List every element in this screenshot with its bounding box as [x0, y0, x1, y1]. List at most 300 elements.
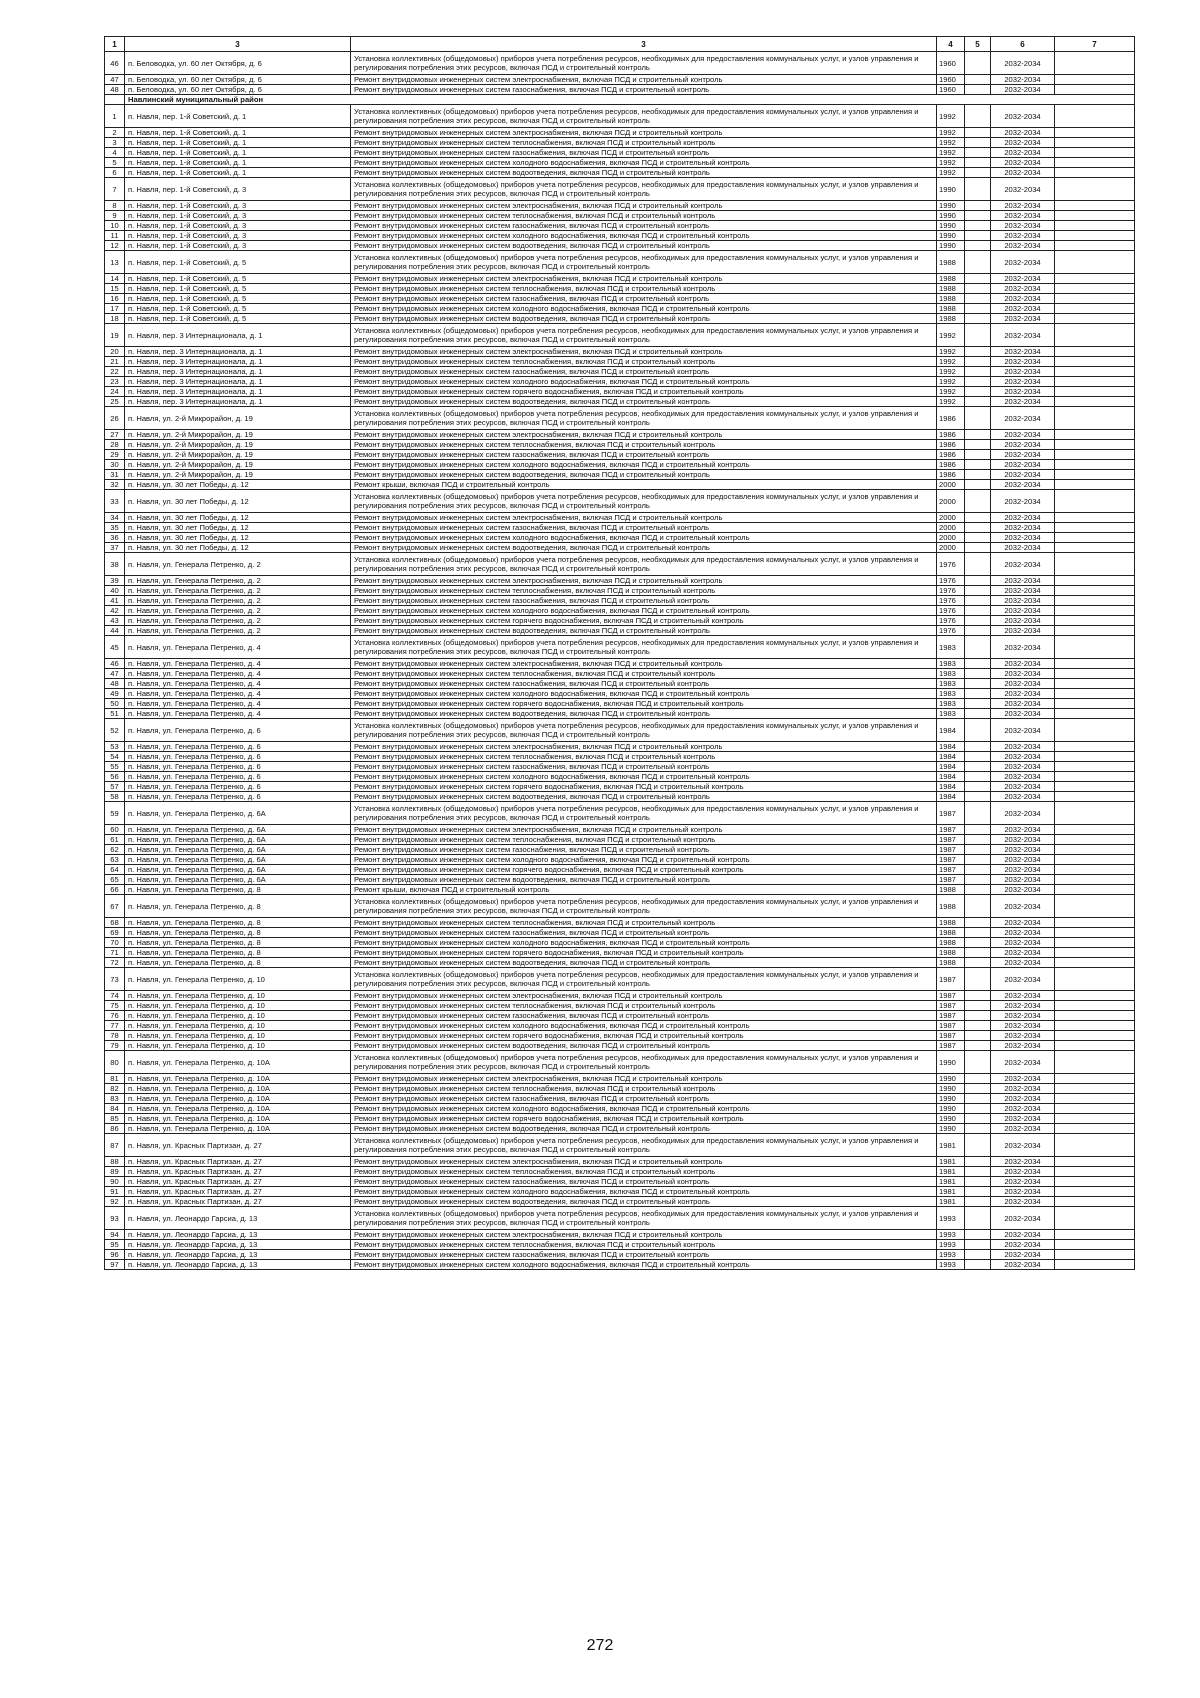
build-year: 1984 [937, 742, 965, 752]
column-7-cell [1055, 616, 1135, 626]
column-5-cell [965, 626, 991, 636]
column-5-cell [965, 1074, 991, 1084]
build-year: 1990 [937, 221, 965, 231]
table-row [105, 1001, 1135, 1011]
work-description: Ремонт внутридомовых инженерных систем холодного водоснабжения, включая ПСД и строительный контроль [351, 772, 937, 782]
work-description: Установка коллективных (общедомовых) приборов учета потребления ресурсов, необходимых для предоставления коммунальных услуг, и узлов управления и регулирования потребления этих ресурсов, включая ПСД и строительный контроль [351, 719, 937, 742]
work-description: Установка коллективных (общедомовых) приборов учета потребления ресурсов, необходимых для предоставления коммунальных услуг, и узлов управления и регулирования потребления этих ресурсов, включая ПСД и строительный контроль [351, 52, 937, 75]
build-year: 1987 [937, 802, 965, 825]
work-description: Ремонт внутридомовых инженерных систем газоснабжения, включая ПСД и строительный контроль [351, 1250, 937, 1260]
column-7-cell [1055, 689, 1135, 699]
column-5-cell [965, 719, 991, 742]
build-year: 1976 [937, 553, 965, 576]
build-year: 1992 [937, 357, 965, 367]
row-number: 64 [105, 865, 125, 875]
period-cell: 2032-2034 [991, 626, 1055, 636]
build-year: 1993 [937, 1240, 965, 1250]
column-7-cell [1055, 1157, 1135, 1167]
build-year: 1987 [937, 968, 965, 991]
column-7-cell [1055, 991, 1135, 1001]
table-row [105, 689, 1135, 699]
column-5-cell [965, 543, 991, 553]
period-cell: 2032-2034 [991, 1207, 1055, 1230]
column-7-cell [1055, 397, 1135, 407]
address-cell: п. Навля, ул. 2-й Микрорайон, д. 19 [125, 470, 351, 480]
address-cell: п. Навля, пер. 1-й Советский, д. 5 [125, 284, 351, 294]
address-cell: п. Навля, ул. Генерала Петренко, д. 8 [125, 895, 351, 918]
build-year: 1983 [937, 669, 965, 679]
work-description: Ремонт внутридомовых инженерных систем водоотведения, включая ПСД и строительный контроль [351, 543, 937, 553]
row-number: 82 [105, 1084, 125, 1094]
address-cell: п. Навля, ул. 2-й Микрорайон, д. 19 [125, 450, 351, 460]
address-cell: п. Навля, ул. Генерала Петренко, д. 6 [125, 782, 351, 792]
table-row [105, 450, 1135, 460]
period-cell: 2032-2034 [991, 470, 1055, 480]
column-7-cell [1055, 1084, 1135, 1094]
row-number: 48 [105, 85, 125, 95]
table-row [105, 221, 1135, 231]
column-7-cell [1055, 314, 1135, 324]
row-number: 62 [105, 845, 125, 855]
column-5-cell [965, 1260, 991, 1270]
column-5-cell [965, 178, 991, 201]
row-number: 53 [105, 742, 125, 752]
column-7-cell [1055, 958, 1135, 968]
column-7-cell [1055, 938, 1135, 948]
address-cell: п. Навля, ул. Генерала Петренко, д. 6А [125, 875, 351, 885]
row-number: 58 [105, 792, 125, 802]
period-cell: 2032-2034 [991, 440, 1055, 450]
period-cell: 2032-2034 [991, 480, 1055, 490]
build-year: 1981 [937, 1157, 965, 1167]
work-description: Ремонт внутридомовых инженерных систем газоснабжения, включая ПСД и строительный контроль [351, 596, 937, 606]
column-7-cell [1055, 460, 1135, 470]
column-7-cell [1055, 1250, 1135, 1260]
row-number: 69 [105, 928, 125, 938]
header-col-4: 4 [937, 37, 965, 52]
build-year: 1988 [937, 918, 965, 928]
row-number: 9 [105, 211, 125, 221]
address-cell: п. Навля, пер. 1-й Советский, д. 5 [125, 314, 351, 324]
column-5-cell [965, 85, 991, 95]
column-5-cell [965, 679, 991, 689]
table-row [105, 324, 1135, 347]
column-5-cell [965, 1011, 991, 1021]
period-cell: 2032-2034 [991, 772, 1055, 782]
work-description: Установка коллективных (общедомовых) приборов учета потребления ресурсов, необходимых для предоставления коммунальных услуг, и узлов управления и регулирования потребления этих ресурсов, включая ПСД и строительный контроль [351, 1207, 937, 1230]
build-year: 1984 [937, 752, 965, 762]
build-year: 2000 [937, 523, 965, 533]
column-7-cell [1055, 158, 1135, 168]
column-7-cell [1055, 1001, 1135, 1011]
build-year: 1992 [937, 387, 965, 397]
period-cell: 2032-2034 [991, 699, 1055, 709]
address-cell: п. Навля, пер. 1-й Советский, д. 5 [125, 274, 351, 284]
column-5-cell [965, 928, 991, 938]
build-year: 1990 [937, 1084, 965, 1094]
period-cell: 2032-2034 [991, 938, 1055, 948]
address-cell: п. Навля, ул. 2-й Микрорайон, д. 19 [125, 460, 351, 470]
header-row [105, 37, 1135, 52]
table-row [105, 792, 1135, 802]
period-cell: 2032-2034 [991, 669, 1055, 679]
period-cell: 2032-2034 [991, 407, 1055, 430]
row-number: 24 [105, 387, 125, 397]
column-5-cell [965, 168, 991, 178]
address-cell: п. Навля, пер. 1-й Советский, д. 1 [125, 105, 351, 128]
column-5-cell [965, 958, 991, 968]
address-cell: п. Навля, пер. 1-й Советский, д. 5 [125, 251, 351, 274]
column-5-cell [965, 1230, 991, 1240]
period-cell: 2032-2034 [991, 533, 1055, 543]
column-5-cell [965, 231, 991, 241]
work-description: Ремонт внутридомовых инженерных систем теплоснабжения, включая ПСД и строительный контроль [351, 357, 937, 367]
address-cell: п. Навля, ул. Генерала Петренко, д. 8 [125, 918, 351, 928]
work-description: Ремонт внутридомовых инженерных систем электроснабжения, включая ПСД и строительный контроль [351, 742, 937, 752]
table-row [105, 752, 1135, 762]
address-cell: п. Беловодка, ул. 60 лет Октября, д. 6 [125, 52, 351, 75]
address-cell: п. Навля, ул. Генерала Петренко, д. 6 [125, 792, 351, 802]
period-cell: 2032-2034 [991, 231, 1055, 241]
table-row [105, 251, 1135, 274]
work-description: Ремонт внутридомовых инженерных систем холодного водоснабжения, включая ПСД и строительный контроль [351, 606, 937, 616]
work-description: Ремонт внутридомовых инженерных систем теплоснабжения, включая ПСД и строительный контроль [351, 1167, 937, 1177]
row-number: 37 [105, 543, 125, 553]
address-cell: п. Беловодка, ул. 60 лет Октября, д. 6 [125, 85, 351, 95]
address-cell: п. Навля, ул. Генерала Петренко, д. 10А [125, 1084, 351, 1094]
period-cell: 2032-2034 [991, 1260, 1055, 1270]
period-cell: 2032-2034 [991, 294, 1055, 304]
column-5-cell [965, 211, 991, 221]
column-5-cell [965, 885, 991, 895]
build-year: 1976 [937, 596, 965, 606]
address-cell: п. Навля, ул. 30 лет Победы, д. 12 [125, 513, 351, 523]
work-description: Ремонт внутридомовых инженерных систем газоснабжения, включая ПСД и строительный контроль [351, 367, 937, 377]
row-number: 93 [105, 1207, 125, 1230]
work-description: Установка коллективных (общедомовых) приборов учета потребления ресурсов, необходимых для предоставления коммунальных услуг, и узлов управления и регулирования потребления этих ресурсов, включая ПСД и строительный контроль [351, 802, 937, 825]
column-5-cell [965, 367, 991, 377]
table-row [105, 1250, 1135, 1260]
work-description: Ремонт внутридомовых инженерных систем водоотведения, включая ПСД и строительный контроль [351, 241, 937, 251]
period-cell: 2032-2034 [991, 885, 1055, 895]
address-cell: п. Навля, ул. Генерала Петренко, д. 8 [125, 885, 351, 895]
work-description: Ремонт внутридомовых инженерных систем электроснабжения, включая ПСД и строительный контроль [351, 128, 937, 138]
table-row [105, 231, 1135, 241]
row-number: 5 [105, 158, 125, 168]
address-cell: п. Навля, ул. Генерала Петренко, д. 10 [125, 1041, 351, 1051]
build-year: 1990 [937, 231, 965, 241]
period-cell: 2032-2034 [991, 274, 1055, 284]
column-7-cell [1055, 885, 1135, 895]
work-description: Установка коллективных (общедомовых) приборов учета потребления ресурсов, необходимых для предоставления коммунальных услуг, и узлов управления и регулирования потребления этих ресурсов, включая ПСД и строительный контроль [351, 490, 937, 513]
header-col-5: 5 [965, 37, 991, 52]
column-5-cell [965, 1001, 991, 1011]
work-description: Ремонт внутридомовых инженерных систем теплоснабжения, включая ПСД и строительный контроль [351, 669, 937, 679]
column-7-cell [1055, 1134, 1135, 1157]
period-cell: 2032-2034 [991, 742, 1055, 752]
work-description: Ремонт внутридомовых инженерных систем теплоснабжения, включая ПСД и строительный контроль [351, 284, 937, 294]
column-5-cell [965, 752, 991, 762]
table-row [105, 430, 1135, 440]
work-description: Ремонт внутридомовых инженерных систем холодного водоснабжения, включая ПСД и строительный контроль [351, 1187, 937, 1197]
column-7-cell [1055, 606, 1135, 616]
address-cell: п. Навля, ул. 2-й Микрорайон, д. 19 [125, 430, 351, 440]
table-row [105, 148, 1135, 158]
column-5-cell [965, 430, 991, 440]
address-cell: п. Навля, пер. 3 Интернационала, д. 1 [125, 377, 351, 387]
build-year: 1987 [937, 1041, 965, 1051]
build-year: 1992 [937, 128, 965, 138]
column-7-cell [1055, 845, 1135, 855]
row-number: 88 [105, 1157, 125, 1167]
address-cell: п. Навля, ул. Генерала Петренко, д. 10 [125, 968, 351, 991]
period-cell: 2032-2034 [991, 1001, 1055, 1011]
works-table-body [105, 37, 1135, 1270]
build-year: 1984 [937, 782, 965, 792]
row-number: 76 [105, 1011, 125, 1021]
column-5-cell [965, 241, 991, 251]
row-number: 87 [105, 1134, 125, 1157]
table-row [105, 606, 1135, 616]
row-number: 77 [105, 1021, 125, 1031]
header-col-1: 1 [105, 37, 125, 52]
address-cell: п. Навля, пер. 1-й Советский, д. 1 [125, 128, 351, 138]
period-cell: 2032-2034 [991, 85, 1055, 95]
period-cell: 2032-2034 [991, 1041, 1055, 1051]
address-cell: п. Навля, ул. Генерала Петренко, д. 6 [125, 752, 351, 762]
row-number: 11 [105, 231, 125, 241]
column-5-cell [965, 968, 991, 991]
column-7-cell [1055, 407, 1135, 430]
period-cell: 2032-2034 [991, 148, 1055, 158]
period-cell: 2032-2034 [991, 1250, 1055, 1260]
build-year: 1987 [937, 991, 965, 1001]
work-description: Ремонт внутридомовых инженерных систем газоснабжения, включая ПСД и строительный контроль [351, 523, 937, 533]
build-year: 1986 [937, 440, 965, 450]
column-5-cell [965, 1084, 991, 1094]
build-year: 1960 [937, 75, 965, 85]
table-row [105, 397, 1135, 407]
column-5-cell [965, 533, 991, 543]
work-description: Ремонт внутридомовых инженерных систем водоотведения, включая ПСД и строительный контроль [351, 470, 937, 480]
period-cell: 2032-2034 [991, 251, 1055, 274]
period-cell: 2032-2034 [991, 606, 1055, 616]
row-number: 84 [105, 1104, 125, 1114]
period-cell: 2032-2034 [991, 397, 1055, 407]
column-5-cell [965, 762, 991, 772]
period-cell: 2032-2034 [991, 918, 1055, 928]
address-cell: п. Навля, ул. Генерала Петренко, д. 4 [125, 636, 351, 659]
column-5-cell [965, 440, 991, 450]
build-year: 1983 [937, 689, 965, 699]
address-cell: п. Навля, ул. Леонардо Гарсиа, д. 13 [125, 1230, 351, 1240]
build-year: 1992 [937, 138, 965, 148]
build-year: 1986 [937, 470, 965, 480]
column-7-cell [1055, 367, 1135, 377]
work-description: Ремонт внутридомовых инженерных систем электроснабжения, включая ПСД и строительный контроль [351, 825, 937, 835]
column-7-cell [1055, 274, 1135, 284]
build-year: 1981 [937, 1187, 965, 1197]
period-cell: 2032-2034 [991, 450, 1055, 460]
address-cell: п. Навля, ул. Генерала Петренко, д. 8 [125, 938, 351, 948]
period-cell: 2032-2034 [991, 211, 1055, 221]
table-row [105, 513, 1135, 523]
period-cell: 2032-2034 [991, 875, 1055, 885]
row-number: 27 [105, 430, 125, 440]
address-cell: п. Навля, ул. Генерала Петренко, д. 2 [125, 596, 351, 606]
column-7-cell [1055, 231, 1135, 241]
address-cell: п. Навля, ул. Генерала Петренко, д. 10 [125, 1011, 351, 1021]
period-cell: 2032-2034 [991, 168, 1055, 178]
build-year: 1992 [937, 377, 965, 387]
address-cell: п. Навля, ул. Генерала Петренко, д. 10А [125, 1124, 351, 1134]
work-description: Установка коллективных (общедомовых) приборов учета потребления ресурсов, необходимых для предоставления коммунальных услуг, и узлов управления и регулирования потребления этих ресурсов, включая ПСД и строительный контроль [351, 178, 937, 201]
works-table [104, 36, 1135, 1270]
column-7-cell [1055, 543, 1135, 553]
row-number: 57 [105, 782, 125, 792]
address-cell: п. Навля, пер. 1-й Советский, д. 3 [125, 221, 351, 231]
work-description: Ремонт внутридомовых инженерных систем электроснабжения, включая ПСД и строительный контроль [351, 430, 937, 440]
column-5-cell [965, 825, 991, 835]
table-row [105, 75, 1135, 85]
period-cell: 2032-2034 [991, 845, 1055, 855]
work-description: Ремонт внутридомовых инженерных систем водоотведения, включая ПСД и строительный контроль [351, 1197, 937, 1207]
column-7-cell [1055, 1104, 1135, 1114]
column-5-cell [965, 835, 991, 845]
table-row [105, 128, 1135, 138]
build-year: 1990 [937, 178, 965, 201]
column-5-cell [965, 470, 991, 480]
build-year: 1981 [937, 1197, 965, 1207]
build-year: 1992 [937, 148, 965, 158]
column-5-cell [965, 699, 991, 709]
table-row [105, 679, 1135, 689]
build-year: 1984 [937, 772, 965, 782]
column-5-cell [965, 1134, 991, 1157]
period-cell: 2032-2034 [991, 75, 1055, 85]
column-7-cell [1055, 1167, 1135, 1177]
row-number: 42 [105, 606, 125, 616]
address-cell: п. Навля, пер. 3 Интернационала, д. 1 [125, 387, 351, 397]
column-5-cell [965, 490, 991, 513]
address-cell: п. Навля, ул. Красных Партизан, д. 27 [125, 1167, 351, 1177]
build-year: 1988 [937, 938, 965, 948]
address-cell: п. Навля, ул. Генерала Петренко, д. 10А [125, 1074, 351, 1084]
period-cell: 2032-2034 [991, 241, 1055, 251]
work-description: Ремонт внутридомовых инженерных систем теплоснабжения, включая ПСД и строительный контроль [351, 440, 937, 450]
work-description: Ремонт внутридомовых инженерных систем горячего водоснабжения, включая ПСД и строительный контроль [351, 1114, 937, 1124]
work-description: Ремонт внутридомовых инженерных систем холодного водоснабжения, включая ПСД и строительный контроль [351, 231, 937, 241]
work-description: Ремонт внутридомовых инженерных систем горячего водоснабжения, включая ПСД и строительный контроль [351, 616, 937, 626]
column-7-cell [1055, 211, 1135, 221]
table-row [105, 586, 1135, 596]
row-number [105, 95, 125, 105]
period-cell: 2032-2034 [991, 1134, 1055, 1157]
work-description: Ремонт внутридомовых инженерных систем электроснабжения, включая ПСД и строительный контроль [351, 347, 937, 357]
table-row [105, 669, 1135, 679]
work-description: Ремонт внутридомовых инженерных систем холодного водоснабжения, включая ПСД и строительный контроль [351, 377, 937, 387]
build-year: 2000 [937, 490, 965, 513]
work-description: Ремонт внутридомовых инженерных систем газоснабжения, включая ПСД и строительный контроль [351, 928, 937, 938]
table-row [105, 470, 1135, 480]
period-cell: 2032-2034 [991, 679, 1055, 689]
table-row [105, 1104, 1135, 1114]
table-row [105, 626, 1135, 636]
table-row [105, 201, 1135, 211]
address-cell: п. Навля, ул. Генерала Петренко, д. 2 [125, 553, 351, 576]
address-cell: п. Навля, пер. 1-й Советский, д. 1 [125, 168, 351, 178]
work-description: Ремонт внутридомовых инженерных систем газоснабжения, включая ПСД и строительный контроль [351, 148, 937, 158]
work-description: Ремонт внутридомовых инженерных систем холодного водоснабжения, включая ПСД и строительный контроль [351, 533, 937, 543]
table-row [105, 480, 1135, 490]
header-col-6: 6 [991, 37, 1055, 52]
column-5-cell [965, 1157, 991, 1167]
column-7-cell [1055, 1240, 1135, 1250]
address-cell: п. Навля, ул. Генерала Петренко, д. 6А [125, 855, 351, 865]
build-year: 2000 [937, 513, 965, 523]
row-number: 90 [105, 1177, 125, 1187]
period-cell: 2032-2034 [991, 586, 1055, 596]
build-year: 2000 [937, 543, 965, 553]
table-row [105, 865, 1135, 875]
row-number: 80 [105, 1051, 125, 1074]
build-year: 1987 [937, 865, 965, 875]
column-5-cell [965, 274, 991, 284]
column-7-cell [1055, 1230, 1135, 1240]
table-row [105, 440, 1135, 450]
row-number: 81 [105, 1074, 125, 1084]
period-cell: 2032-2034 [991, 324, 1055, 347]
column-7-cell [1055, 855, 1135, 865]
row-number: 49 [105, 689, 125, 699]
period-cell: 2032-2034 [991, 178, 1055, 201]
work-description: Ремонт внутридомовых инженерных систем газоснабжения, включая ПСД и строительный контроль [351, 1177, 937, 1187]
period-cell: 2032-2034 [991, 825, 1055, 835]
column-7-cell [1055, 377, 1135, 387]
row-number: 52 [105, 719, 125, 742]
work-description: Ремонт внутридомовых инженерных систем теплоснабжения, включая ПСД и строительный контроль [351, 835, 937, 845]
work-description: Ремонт внутридомовых инженерных систем газоснабжения, включая ПСД и строительный контроль [351, 85, 937, 95]
column-5-cell [965, 1187, 991, 1197]
column-5-cell [965, 1240, 991, 1250]
work-description: Ремонт внутридомовых инженерных систем водоотведения, включая ПСД и строительный контроль [351, 397, 937, 407]
table-row [105, 802, 1135, 825]
table-row [105, 357, 1135, 367]
work-description: Ремонт внутридомовых инженерных систем водоотведения, включая ПСД и строительный контроль [351, 626, 937, 636]
address-cell: п. Навля, ул. Генерала Петренко, д. 10А [125, 1094, 351, 1104]
table-row [105, 1124, 1135, 1134]
period-cell: 2032-2034 [991, 1240, 1055, 1250]
row-number: 4 [105, 148, 125, 158]
address-cell: п. Навля, ул. Генерала Петренко, д. 6А [125, 845, 351, 855]
column-7-cell [1055, 659, 1135, 669]
section-row [105, 95, 1135, 105]
build-year: 1993 [937, 1230, 965, 1240]
row-number: 61 [105, 835, 125, 845]
build-year: 1981 [937, 1167, 965, 1177]
period-cell: 2032-2034 [991, 928, 1055, 938]
period-cell: 2032-2034 [991, 719, 1055, 742]
build-year: 1990 [937, 1114, 965, 1124]
build-year: 1976 [937, 586, 965, 596]
table-row [105, 52, 1135, 75]
build-year: 1988 [937, 274, 965, 284]
work-description: Установка коллективных (общедомовых) приборов учета потребления ресурсов, необходимых для предоставления коммунальных услуг, и узлов управления и регулирования потребления этих ресурсов, включая ПСД и строительный контроль [351, 105, 937, 128]
build-year: 1992 [937, 324, 965, 347]
build-year: 1987 [937, 1021, 965, 1031]
build-year: 2000 [937, 533, 965, 543]
work-description: Ремонт внутридомовых инженерных систем электроснабжения, включая ПСД и строительный контроль [351, 576, 937, 586]
